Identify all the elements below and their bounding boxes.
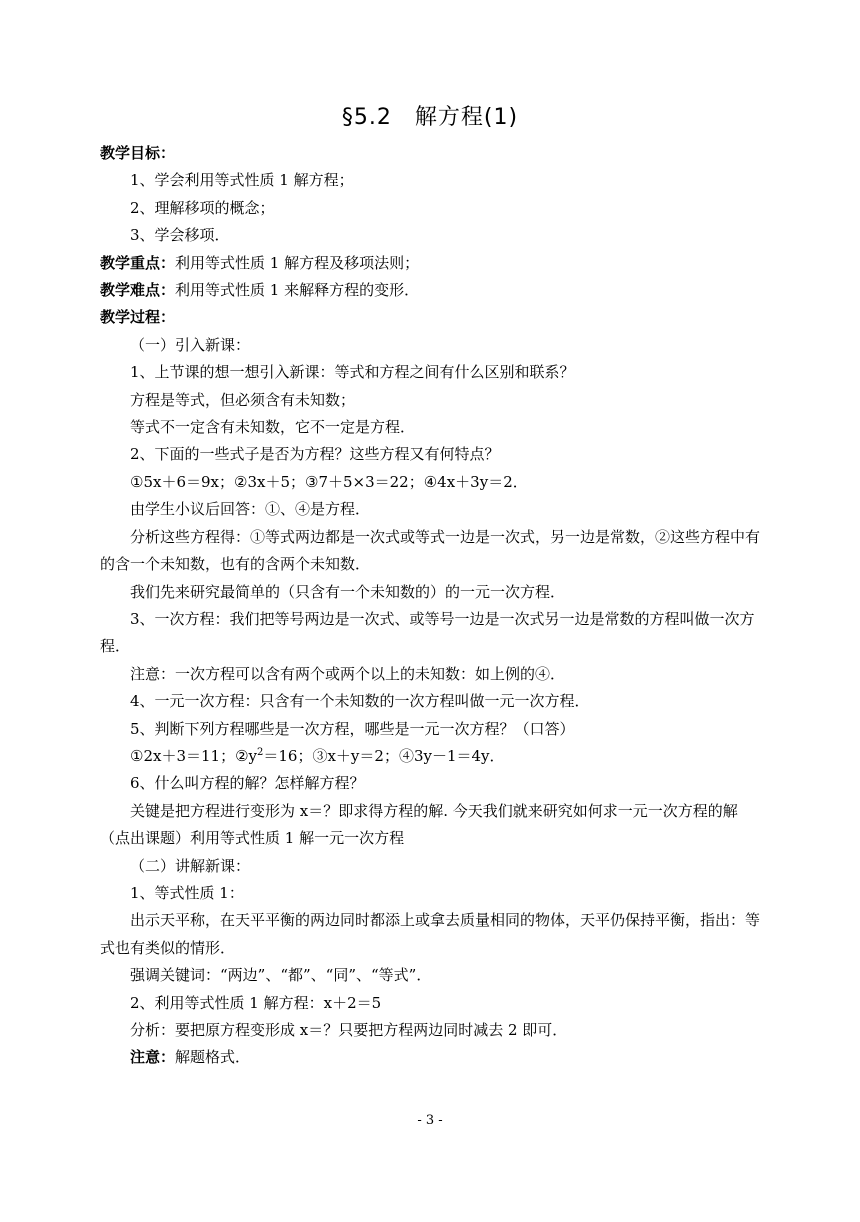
- equation-list: ①5x＋6＝9x；②3x＋5；③7＋5×3＝22；④4x＋3y＝2．: [130, 472, 528, 491]
- page-title: §5.2 解方程(1): [341, 105, 519, 130]
- equation-part: ①2x＋3＝11；②y: [130, 746, 258, 765]
- section-heading: （二）讲解新课：: [130, 856, 251, 875]
- paragraph: 我们先来研究最简单的（只含有一个未知数的）的一元一次方程．: [130, 582, 566, 601]
- key-point-line: [100, 250, 764, 277]
- paragraph: 分析这些方程得：①等式两边都是一次式或等式一边是一次式，另一边是常数，②这些方程中有的含一个未知数，也有的含两个未知数．: [100, 527, 761, 574]
- note-text: 解题格式．: [175, 1048, 251, 1067]
- paragraph: 2、利用等式性质 1 解方程：x＋2＝5: [130, 993, 382, 1012]
- paragraph: 5、判断下列方程哪些是一次方程，哪些是一元一次方程？（口答）: [130, 719, 575, 738]
- key-point-label: 教学重点：: [100, 253, 176, 272]
- difficulty-label: 教学难点：: [100, 281, 176, 300]
- exponent: 2: [257, 746, 264, 758]
- objective-item: 1、学会利用等式性质 1 解方程；: [130, 171, 354, 190]
- paragraph: 注意：一次方程可以含有两个或两个以上的未知数：如上例的④．: [130, 664, 566, 683]
- difficulty-text: 利用等式性质 1 来解释方程的变形．: [175, 281, 420, 300]
- paragraph: 等式不一定含有未知数，它不一定是方程．: [130, 418, 416, 437]
- note-label: 注意：: [130, 1048, 176, 1067]
- equation-list: [100, 743, 764, 770]
- paragraph: 1、上节课的想一想引入新课：等式和方程之间有什么区别和联系？: [130, 363, 575, 382]
- objectives-heading: 教学目标：: [100, 144, 176, 162]
- paragraph: 强调关键词：“两边”、“都”、“同”、“等式”．: [130, 966, 432, 985]
- paragraph: 分析：要把原方程变形成 x＝？只要把方程两边同时减去 2 即可．: [130, 1021, 568, 1039]
- paragraph: 出示天平称，在天平平衡的两边同时都添上或拿去质量相同的物体，天平仍保持平衡，指出：等式也有类似的情形．: [100, 911, 761, 957]
- paragraph: 2、下面的一些式子是否为方程？这些方程又有何特点？: [130, 445, 500, 464]
- paragraph: 方程是等式，但必须含有未知数；: [130, 390, 356, 409]
- key-point-text: 利用等式性质 1 解方程及移项法则；: [175, 253, 420, 272]
- page-number: - 3 -: [417, 1113, 443, 1128]
- objective-item: 2、理解移项的概念；: [130, 198, 275, 217]
- equation-part: ＝16；③x＋y＝2；④3y－1＝4y．: [263, 746, 505, 765]
- process-heading: 教学过程：: [100, 308, 176, 327]
- lesson-body: [100, 140, 764, 1072]
- paragraph: 3、一次方程：我们把等号两边是一次式、或等号一边是一次式另一边是常数的方程叫做一次方程．: [100, 609, 755, 656]
- paragraph: 1、等式性质 1：: [130, 883, 244, 902]
- note-line: [100, 1044, 764, 1071]
- paragraph: 4、一元一次方程：只含有一个未知数的一次方程叫做一元一次方程．: [130, 692, 590, 711]
- difficulty-line: [100, 277, 764, 304]
- objective-item: 3、学会移项．: [130, 226, 230, 245]
- paragraph: 由学生小议后回答：①、④是方程．: [130, 500, 371, 519]
- paragraph: 关键是把方程进行变形为 x＝？即求得方程的解. 今天我们就来研究如何求一元一次方程的解（点出课题）利用等式性质 1 解一元一次方程: [100, 801, 738, 848]
- paragraph: 6、什么叫方程的解？怎样解方程？: [130, 774, 365, 793]
- section-heading: （一）引入新课：: [130, 335, 251, 354]
